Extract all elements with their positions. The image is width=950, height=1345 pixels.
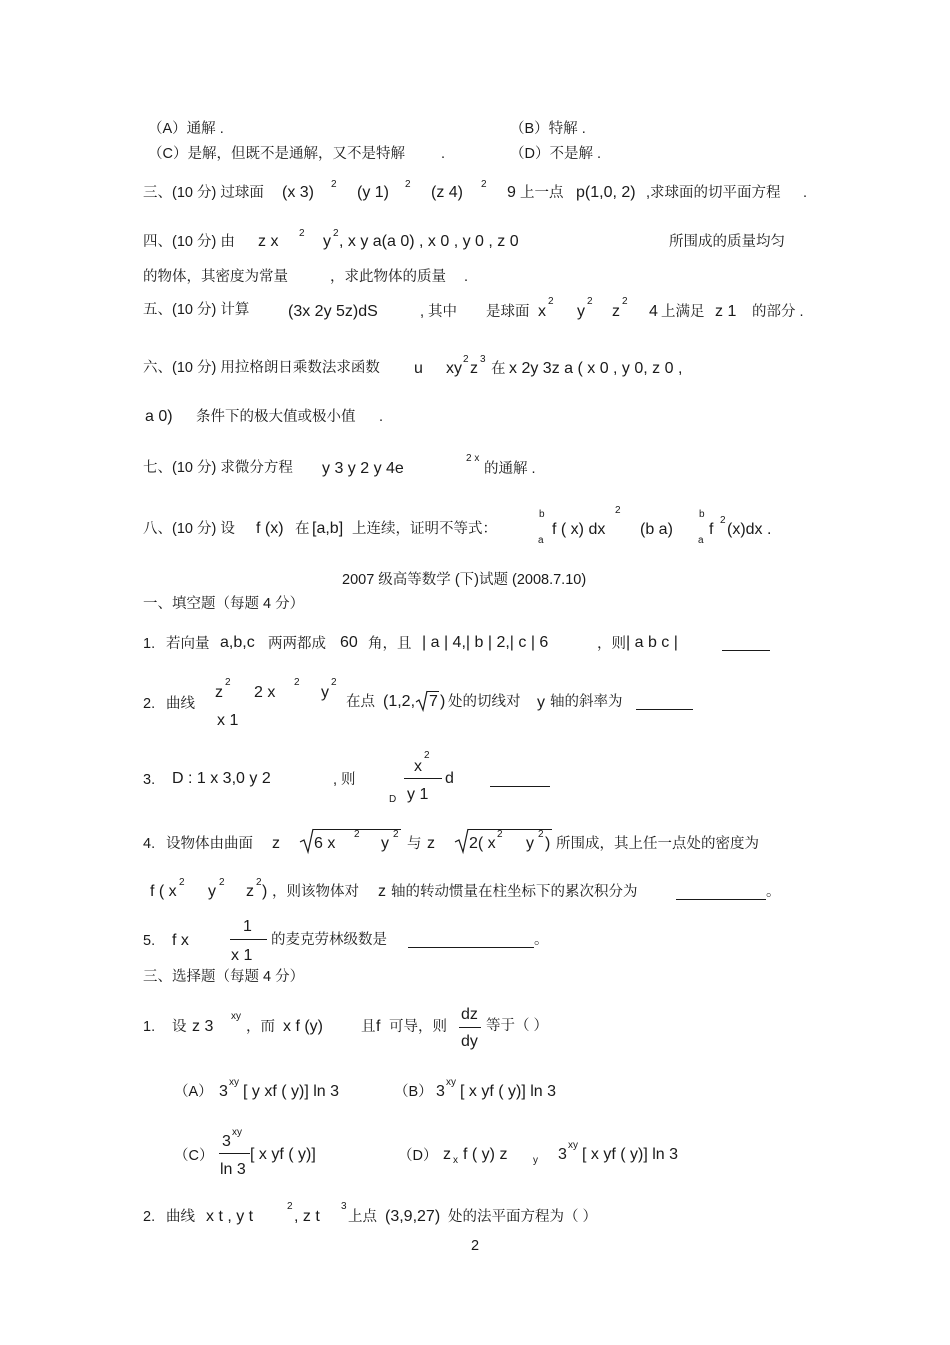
q4-expr2: y <box>323 233 331 250</box>
c1-option-d-base: 3 <box>558 1146 567 1163</box>
q3-expr3: (z 4) <box>431 184 463 201</box>
f5-end: 。 <box>534 932 549 948</box>
c1-t3: 且 <box>361 1019 376 1035</box>
f4-z: z <box>272 835 280 852</box>
q5-z: z <box>612 303 620 320</box>
choice-c: （C）是解，但既不是通解，又不是特解 <box>148 146 405 162</box>
c1-option-a-exp: xy <box>229 1077 239 1088</box>
q4-expr1: z x <box>258 233 279 250</box>
c2-exp2: 3 <box>341 1201 347 1212</box>
f4-radical-sign-2 <box>455 828 469 854</box>
choice-a: （A）通解 . <box>148 121 224 137</box>
q5-mid: , 其中 <box>420 304 458 320</box>
f3-den: y 1 <box>407 786 429 803</box>
q6-xy: xy <box>446 360 462 377</box>
f1-ask: | a b c | <box>626 634 678 651</box>
f2-y: y <box>537 694 545 711</box>
q4-tail: 所围成的质量均匀 <box>669 234 785 250</box>
q8-label: 八、(10 分) 设 <box>143 521 235 537</box>
c2-text: 曲线 <box>166 1209 195 1225</box>
c1-option-c-bot: ln 3 <box>220 1161 246 1178</box>
f3-fraction-bar <box>404 778 442 779</box>
f2-top-exp1: 2 <box>225 677 231 688</box>
q7-tail: 的通解 . <box>484 461 536 477</box>
f4-t3: 轴的转动惯量在柱坐标下的累次积分为 <box>391 884 638 900</box>
q5-expr: (3x 2y 5z)dS <box>288 303 378 320</box>
q5-x: x <box>538 303 546 320</box>
q4-exp2: 2 <box>333 228 339 239</box>
f4-line2-exp1: 2 <box>179 877 185 888</box>
q5-y: y <box>577 303 585 320</box>
c1-option-d-y: y <box>533 1155 538 1166</box>
f5-num: 5. <box>143 933 156 949</box>
c1-option-c-top: 3 <box>222 1133 231 1150</box>
f1-num: 1. <box>143 636 156 652</box>
f4-r2b-exp: 2 <box>538 829 544 840</box>
c1-num: 1. <box>143 1019 156 1035</box>
q8-ab: [a,b] <box>312 520 344 537</box>
f4-line2: f ( x <box>150 883 177 900</box>
f4-line2c: z <box>246 883 254 900</box>
c2-t3: 处的法平面方程为（ ） <box>448 1209 598 1225</box>
f4-r1b: y <box>381 835 389 852</box>
f1-angle: 60 <box>340 634 358 651</box>
q6-line2b: 条件下的极大值或极小值 <box>196 409 356 425</box>
q3-expr2: (y 1) <box>357 184 389 201</box>
f5-answer-blank <box>408 947 534 948</box>
f4-z2: z <box>427 835 435 852</box>
q8-upper2: b <box>699 509 705 520</box>
q7-expr: y 3 y 2 y 4e <box>322 460 404 477</box>
q6-exp1: 2 <box>463 354 469 365</box>
c2-expr: x t , y t <box>206 1208 254 1225</box>
f5-fraction-bar <box>230 939 267 940</box>
f4-r2: 2( x <box>469 835 496 852</box>
q5-exp3: 2 <box>622 296 628 307</box>
f4-line2-exp3: 2 <box>256 877 262 888</box>
f1-t4: ，则 <box>597 636 626 652</box>
f2-num: 2. <box>143 696 156 712</box>
q3-exp1: 2 <box>331 179 337 190</box>
f4-line2d: ) <box>262 883 268 900</box>
c1-t4: 可导，则 <box>389 1019 447 1035</box>
q8-mid: 在 <box>295 521 310 537</box>
f2-text: 曲线 <box>166 696 195 712</box>
q5-cond: z 1 <box>715 303 737 320</box>
q6-exp2: 3 <box>480 354 486 365</box>
f2-top-exp3: 2 <box>331 677 337 688</box>
q3-mid: 上一点 <box>520 185 564 201</box>
c1-dz: dz <box>461 1006 478 1023</box>
f1-vec: a,b,c <box>220 634 255 651</box>
c1-option-c-rest: [ x yf ( y)] <box>250 1146 316 1163</box>
q5-exp2: 2 <box>587 296 593 307</box>
f4-r2b: y <box>526 835 534 852</box>
q4-label: 四、(10 分) 由 <box>143 234 235 250</box>
q6-u: u <box>414 360 423 377</box>
c1-t2: ，而 <box>246 1019 275 1035</box>
f5-expr: f x <box>172 932 189 949</box>
q5-tail: 上满足 <box>661 304 705 320</box>
q8-mid2: (b a) <box>640 521 673 538</box>
c1-option-b-exp: xy <box>446 1077 456 1088</box>
f1-text: 若向量 <box>166 636 210 652</box>
f2-t2: 在点 <box>346 694 375 710</box>
page-number: 2 <box>471 1238 480 1254</box>
c1-text: 设 <box>172 1019 187 1035</box>
f3-t2: , 则 <box>333 772 356 788</box>
q8-lower1: a <box>538 535 544 546</box>
q5-exp1: 2 <box>548 296 554 307</box>
f4-r1: 6 x <box>314 835 336 852</box>
q6-label: 六、(10 分) 用拉格朗日乘数法求函数 <box>143 360 380 376</box>
choice-b: （B）特解 . <box>510 121 586 137</box>
c1-option-d-mid: f ( y) z <box>463 1146 508 1163</box>
f2-pt2: ) <box>440 693 446 710</box>
q3-dot: . <box>803 185 808 201</box>
f1-t3: 角，且 <box>368 636 412 652</box>
c1-option-b-label: （B） <box>394 1084 433 1100</box>
f5-tail: 的麦克劳林级数是 <box>271 932 387 948</box>
c1-f: f <box>376 1018 381 1035</box>
q4-line2: 的物体，其密度为常量 <box>143 269 288 285</box>
f4-r2-exp: 2 <box>497 829 503 840</box>
q5-label: 五、(10 分) 计算 <box>143 302 250 318</box>
q8-int2: f <box>709 521 714 538</box>
c1-option-d-x: x <box>453 1155 458 1166</box>
f4-line2-exp2: 2 <box>219 877 225 888</box>
f1-t2: 两两都成 <box>268 636 326 652</box>
f4-text: 设物体由曲面 <box>166 836 253 852</box>
q6-z: z <box>470 360 478 377</box>
q5-mid2: 是球面 <box>486 304 530 320</box>
q4-line2b: ，求此物体的质量 <box>330 269 446 285</box>
q8-tail: 上连续，证明不等式： <box>352 521 497 537</box>
q8-lower2: a <box>698 535 704 546</box>
choice-d: （D）不是解 . <box>510 146 602 162</box>
q3-expr1: (x 3) <box>282 184 314 201</box>
c1-dy: dy <box>461 1033 478 1050</box>
c1-option-c-exp: xy <box>232 1127 242 1138</box>
section-choice: 三、选择题（每题 4 分） <box>143 969 305 985</box>
f2-top3: y <box>321 684 329 701</box>
f2-radical-sign <box>416 690 428 712</box>
c1-option-a-rest: [ y xf ( y)] ln 3 <box>243 1083 340 1100</box>
f2-rad: 7 <box>429 693 438 710</box>
c1-option-a-label: （A） <box>174 1084 213 1100</box>
q8-int2b: (x)dx . <box>727 521 772 538</box>
f4-r1-exp: 2 <box>354 829 360 840</box>
q8-exp1: 2 <box>615 505 621 516</box>
exam-title: 2007 级高等数学 (下)试题 (2008.7.10) <box>342 572 587 588</box>
f5-denominator: x 1 <box>231 947 253 964</box>
f2-pt: (1,2, <box>383 693 416 710</box>
f3-num: 3. <box>143 772 156 788</box>
c1-option-a-base: 3 <box>219 1083 228 1100</box>
f4-answer-blank <box>676 899 766 900</box>
section-fill-in: 一、填空题（每题 4 分） <box>143 596 305 612</box>
q3-point: p(1,0, 2) <box>576 184 636 201</box>
f1-cond: | a | 4,| b | 2,| c | 6 <box>422 634 549 651</box>
c1-option-b-rest: [ x yf ( y)] ln 3 <box>460 1083 557 1100</box>
f2-t4: 轴的斜率为 <box>550 694 623 710</box>
choice-c-dot: . <box>441 146 446 162</box>
f4-num: 4. <box>143 836 156 852</box>
c1-t5: 等于（ ） <box>486 1018 549 1034</box>
q5-rhs: 4 <box>649 303 658 320</box>
c1-option-d-rest: [ x yf ( y)] ln 3 <box>582 1146 679 1163</box>
c1-option-c-label: （C） <box>174 1148 214 1164</box>
f3-dom: D : 1 x 3,0 y 2 <box>172 770 271 787</box>
f1-answer-blank <box>722 650 770 651</box>
f2-top-exp2: 2 <box>294 677 300 688</box>
f2-top: z <box>215 684 223 701</box>
c1-option-d-label: （D） <box>398 1148 438 1164</box>
q5-tail2: 的部分 . <box>752 304 804 320</box>
c2-num: 2. <box>143 1209 156 1225</box>
f2-top2: 2 x <box>254 684 276 701</box>
c1-option-d-zx: z <box>443 1146 451 1163</box>
f4-radical-sign-1 <box>300 828 314 854</box>
q7-label: 七、(10 分) 求微分方程 <box>143 460 293 476</box>
q3-rhs: 9 <box>507 184 516 201</box>
q6-dot: . <box>379 409 384 425</box>
c1-option-d-exp: xy <box>568 1140 578 1151</box>
q4-dot: . <box>464 269 469 285</box>
f4-zaxis: z <box>378 883 386 900</box>
q8-int1: f ( x) dx <box>552 521 606 538</box>
q6-line2: a 0) <box>145 408 173 425</box>
f3-d: d <box>445 770 454 787</box>
q8-exp2: 2 <box>720 515 726 526</box>
q4-expr3: , x y a(a 0) , x 0 , y 0 , z 0 <box>339 233 519 250</box>
c2-point: (3,9,27) <box>385 1208 441 1225</box>
q8-fx: f (x) <box>256 520 284 537</box>
q6-cons: x 2y 3z a ( x 0 , y 0, z 0 , <box>509 360 683 377</box>
f3-answer-blank <box>490 786 550 787</box>
f2-t3: 处的切线对 <box>448 694 521 710</box>
f3-num-top: x <box>414 758 422 775</box>
f4-r1b-exp: 2 <box>393 829 399 840</box>
q3-exp3: 2 <box>481 179 487 190</box>
c2-exp1: 2 <box>287 1201 293 1212</box>
q3-tail: ,求球面的切平面方程 <box>646 185 781 201</box>
q3-label: 三、(10 分) 过球面 <box>143 185 264 201</box>
c2-expr2: , z t <box>294 1208 320 1225</box>
q8-upper1: b <box>539 509 545 520</box>
f5-numerator: 1 <box>243 918 252 935</box>
c1-z: z 3 <box>192 1018 214 1035</box>
q6-mid: 在 <box>491 361 506 377</box>
f2-radical-bar <box>427 691 439 692</box>
f4-t2: ，则该物体对 <box>272 884 359 900</box>
c1-fraction-bar <box>459 1027 481 1028</box>
f4-r2c: ) <box>545 835 551 852</box>
f4-line2b: y <box>208 883 216 900</box>
f4-mid: 与 <box>407 836 422 852</box>
f4-end: 。 <box>766 884 781 900</box>
q4-exp1: 2 <box>299 228 305 239</box>
f2-bot: x 1 <box>217 712 239 729</box>
f4-tail: 所围成，其上任一点处的密度为 <box>556 836 759 852</box>
c1-option-b-base: 3 <box>436 1083 445 1100</box>
q7-exp: 2 x <box>466 453 480 464</box>
c2-t2: 上点 <box>348 1209 377 1225</box>
c1-x: x f (y) <box>283 1018 323 1035</box>
c1-z-exp: xy <box>231 1011 241 1022</box>
f2-answer-blank <box>636 709 693 710</box>
f3-num-exp: 2 <box>424 750 430 761</box>
f3-subscript: D <box>389 794 397 805</box>
c1-option-c-fraction-bar <box>219 1153 250 1154</box>
q3-exp2: 2 <box>405 179 411 190</box>
